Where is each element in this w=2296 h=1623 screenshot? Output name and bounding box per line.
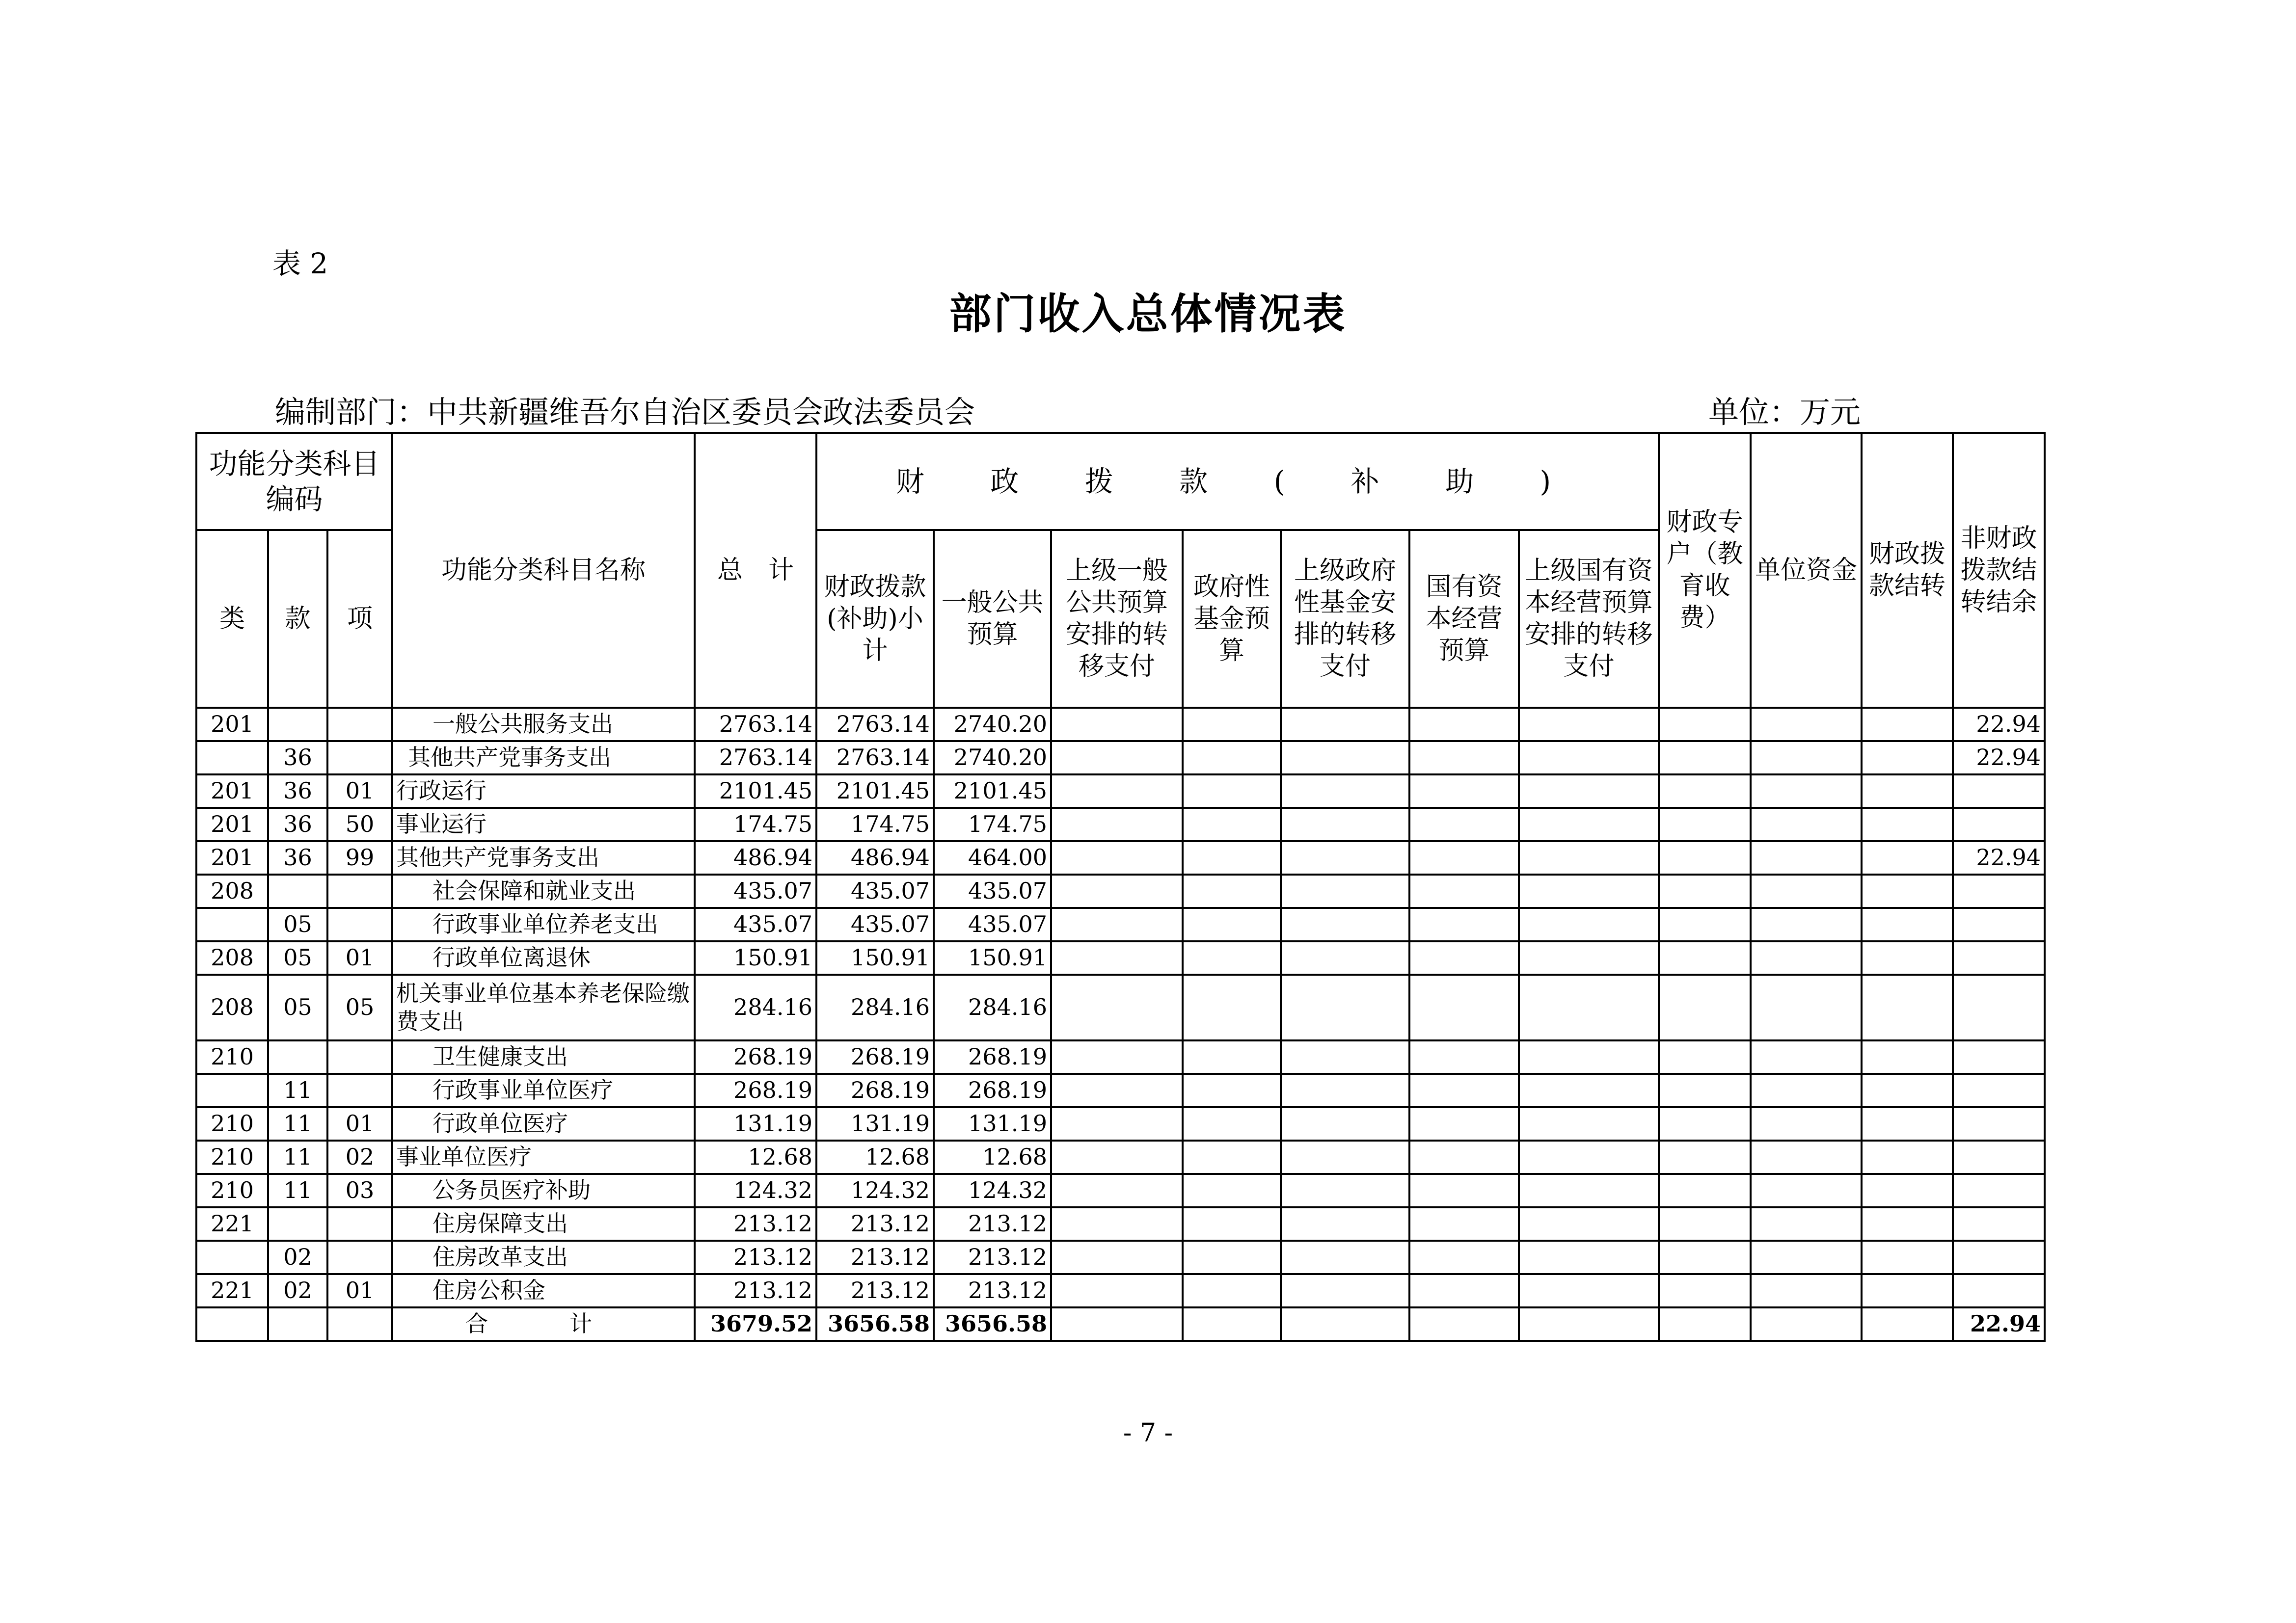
cell-kuan: 11 xyxy=(268,1141,327,1174)
cell-subtotal: 131.19 xyxy=(816,1107,934,1141)
cell-lei xyxy=(196,1241,268,1274)
cell-name: 其他共产党事务支出 xyxy=(392,841,695,875)
cell-xiang: 03 xyxy=(327,1174,392,1207)
cell-subtotal: 486.94 xyxy=(816,841,934,875)
unit-label: 单位：万元 xyxy=(1708,394,1861,430)
cell-general: 268.19 xyxy=(934,1040,1051,1074)
cell-name: 行政事业单位养老支出 xyxy=(392,908,695,941)
table-row xyxy=(196,741,2045,774)
header-upper-state-capital-transfer: 上级国有资本经营预算安排的转移支付 xyxy=(1519,530,1659,708)
cell-kuan: 05 xyxy=(268,941,327,975)
cell-kuan xyxy=(268,1040,327,1074)
cell-name: 公务员医疗补助 xyxy=(392,1174,695,1207)
table-row xyxy=(196,1141,2045,1174)
cell-lei: 201 xyxy=(196,708,268,741)
header-fiscal-group: 财 政 拨 款 ( 补 助 ) xyxy=(816,433,1659,530)
cell-nonfiscal xyxy=(1953,875,2045,908)
cell-name: 行政运行 xyxy=(392,774,695,808)
income-table xyxy=(195,432,2046,1342)
cell-xiang: 01 xyxy=(327,941,392,975)
cell-subtotal: 2101.45 xyxy=(816,774,934,808)
cell-general: 213.12 xyxy=(934,1241,1051,1274)
cell-kuan: 02 xyxy=(268,1274,327,1307)
table-row xyxy=(196,1274,2045,1307)
cell-kuan xyxy=(268,1207,327,1241)
cell-general: 435.07 xyxy=(934,875,1051,908)
cell-xiang xyxy=(327,1241,392,1274)
cell-lei: 208 xyxy=(196,941,268,975)
cell-nonfiscal: 22.94 xyxy=(1953,708,2045,741)
cell-subtotal: 213.12 xyxy=(816,1241,934,1274)
header-total: 总 计 xyxy=(695,433,816,708)
cell-nonfiscal xyxy=(1953,1074,2045,1107)
cell-general: 12.68 xyxy=(934,1141,1051,1174)
cell-general: 268.19 xyxy=(934,1074,1051,1107)
cell-general: 174.75 xyxy=(934,808,1051,841)
cell-nonfiscal xyxy=(1953,774,2045,808)
cell-total: 174.75 xyxy=(695,808,816,841)
header-upper-general-transfer: 上级一般公共预算安排的转移支付 xyxy=(1051,530,1183,708)
table-label: 表 2 xyxy=(272,247,328,280)
total-general: 3656.58 xyxy=(934,1307,1051,1341)
cell-total: 486.94 xyxy=(695,841,816,875)
cell-subtotal: 2763.14 xyxy=(816,708,934,741)
cell-subtotal: 435.07 xyxy=(816,908,934,941)
cell-general: 150.91 xyxy=(934,941,1051,975)
cell-nonfiscal xyxy=(1953,1241,2045,1274)
cell-xiang xyxy=(327,708,392,741)
cell-nonfiscal xyxy=(1953,1274,2045,1307)
cell-xiang: 01 xyxy=(327,1107,392,1141)
cell-general: 213.12 xyxy=(934,1274,1051,1307)
cell-kuan: 02 xyxy=(268,1241,327,1274)
cell-total: 124.32 xyxy=(695,1174,816,1207)
header-fiscal-carryover: 财政拨款结转 xyxy=(1862,433,1953,708)
cell-general: 2740.20 xyxy=(934,708,1051,741)
cell-name: 社会保障和就业支出 xyxy=(392,875,695,908)
cell-nonfiscal: 22.94 xyxy=(1953,841,2045,875)
cell-lei xyxy=(196,1074,268,1107)
cell-kuan: 36 xyxy=(268,808,327,841)
cell-lei: 208 xyxy=(196,975,268,1040)
cell-subtotal: 268.19 xyxy=(816,1074,934,1107)
cell-name: 行政事业单位医疗 xyxy=(392,1074,695,1107)
cell-lei: 210 xyxy=(196,1174,268,1207)
cell-xiang xyxy=(327,875,392,908)
cell-xiang xyxy=(327,1040,392,1074)
header-xiang: 项 xyxy=(327,530,392,708)
cell-kuan xyxy=(268,708,327,741)
cell-name: 行政单位医疗 xyxy=(392,1107,695,1141)
total-total: 3679.52 xyxy=(695,1307,816,1341)
cell-lei: 210 xyxy=(196,1141,268,1174)
cell-total: 284.16 xyxy=(695,975,816,1040)
cell-nonfiscal xyxy=(1953,808,2045,841)
cell-nonfiscal xyxy=(1953,1174,2045,1207)
cell-name: 卫生健康支出 xyxy=(392,1040,695,1074)
page-number: - 7 - xyxy=(1123,1418,1173,1448)
header-state-capital: 国有资本经营预算 xyxy=(1409,530,1519,708)
cell-xiang xyxy=(327,908,392,941)
cell-xiang: 50 xyxy=(327,808,392,841)
table-row xyxy=(196,708,2045,741)
cell-subtotal: 284.16 xyxy=(816,975,934,1040)
cell-xiang: 05 xyxy=(327,975,392,1040)
header-unit-funds: 单位资金 xyxy=(1751,433,1862,708)
header-nonfiscal-carryover: 非财政拨款结转结余 xyxy=(1953,433,2045,708)
cell-subtotal: 435.07 xyxy=(816,875,934,908)
cell-general: 124.32 xyxy=(934,1174,1051,1207)
header-kuan: 款 xyxy=(268,530,327,708)
cell-total: 131.19 xyxy=(695,1107,816,1141)
cell-subtotal: 213.12 xyxy=(816,1207,934,1241)
table-row xyxy=(196,774,2045,808)
header-name: 功能分类科目名称 xyxy=(392,433,695,708)
cell-kuan: 05 xyxy=(268,975,327,1040)
cell-total: 213.12 xyxy=(695,1207,816,1241)
header-special-account: 财政专户（教育收费） xyxy=(1659,433,1751,708)
cell-nonfiscal xyxy=(1953,1141,2045,1174)
cell-name: 住房保障支出 xyxy=(392,1207,695,1241)
cell-general: 435.07 xyxy=(934,908,1051,941)
cell-general: 284.16 xyxy=(934,975,1051,1040)
header-general-budget: 一般公共预算 xyxy=(934,530,1051,708)
cell-nonfiscal xyxy=(1953,1040,2045,1074)
cell-kuan: 11 xyxy=(268,1107,327,1141)
cell-total: 2763.14 xyxy=(695,741,816,774)
table-row xyxy=(196,808,2045,841)
cell-subtotal: 2763.14 xyxy=(816,741,934,774)
cell-total: 213.12 xyxy=(695,1274,816,1307)
table-row xyxy=(196,975,2045,1040)
table-row xyxy=(196,1241,2045,1274)
table-row xyxy=(196,1040,2045,1074)
header-fiscal-subtotal: 财政拨款(补助)小计 xyxy=(816,530,934,708)
cell-nonfiscal xyxy=(1953,975,2045,1040)
cell-total: 12.68 xyxy=(695,1141,816,1174)
table-row xyxy=(196,941,2045,975)
cell-total: 150.91 xyxy=(695,941,816,975)
table-row xyxy=(196,1107,2045,1141)
cell-subtotal: 12.68 xyxy=(816,1141,934,1174)
cell-name: 行政单位离退休 xyxy=(392,941,695,975)
cell-xiang xyxy=(327,741,392,774)
header-upper-gov-fund-transfer: 上级政府性基金安排的转移支付 xyxy=(1281,530,1409,708)
cell-kuan: 36 xyxy=(268,741,327,774)
cell-kuan: 36 xyxy=(268,841,327,875)
cell-total: 268.19 xyxy=(695,1040,816,1074)
cell-general: 213.12 xyxy=(934,1207,1051,1241)
cell-lei: 201 xyxy=(196,808,268,841)
cell-nonfiscal xyxy=(1953,908,2045,941)
total-row xyxy=(196,1307,2045,1341)
total-subtotal: 3656.58 xyxy=(816,1307,934,1341)
cell-name: 机关事业单位基本养老保险缴费支出 xyxy=(392,975,695,1040)
cell-nonfiscal: 22.94 xyxy=(1953,741,2045,774)
cell-xiang xyxy=(327,1074,392,1107)
cell-lei xyxy=(196,908,268,941)
cell-name: 事业单位医疗 xyxy=(392,1141,695,1174)
cell-xiang xyxy=(327,1207,392,1241)
header-code-group: 功能分类科目编码 xyxy=(196,433,392,530)
cell-subtotal: 268.19 xyxy=(816,1040,934,1074)
cell-general: 2101.45 xyxy=(934,774,1051,808)
cell-total: 268.19 xyxy=(695,1074,816,1107)
cell-xiang: 02 xyxy=(327,1141,392,1174)
cell-nonfiscal xyxy=(1953,1207,2045,1241)
cell-nonfiscal xyxy=(1953,941,2045,975)
table-row xyxy=(196,875,2045,908)
cell-nonfiscal xyxy=(1953,1107,2045,1141)
table-row xyxy=(196,1074,2045,1107)
cell-general: 464.00 xyxy=(934,841,1051,875)
cell-lei: 208 xyxy=(196,875,268,908)
cell-name: 住房改革支出 xyxy=(392,1241,695,1274)
cell-lei: 221 xyxy=(196,1207,268,1241)
cell-subtotal: 150.91 xyxy=(816,941,934,975)
cell-total: 2101.45 xyxy=(695,774,816,808)
header-gov-fund: 政府性基金预算 xyxy=(1183,530,1281,708)
cell-name: 住房公积金 xyxy=(392,1274,695,1307)
cell-total: 2763.14 xyxy=(695,708,816,741)
total-label: 合 计 xyxy=(392,1307,695,1341)
cell-subtotal: 174.75 xyxy=(816,808,934,841)
page-title: 部门收入总体情况表 xyxy=(949,289,1347,339)
cell-lei: 210 xyxy=(196,1040,268,1074)
cell-kuan: 05 xyxy=(268,908,327,941)
cell-lei: 221 xyxy=(196,1274,268,1307)
cell-subtotal: 124.32 xyxy=(816,1174,934,1207)
cell-lei: 201 xyxy=(196,841,268,875)
cell-total: 213.12 xyxy=(695,1241,816,1274)
header-lei: 类 xyxy=(196,530,268,708)
cell-kuan: 11 xyxy=(268,1174,327,1207)
table-row xyxy=(196,1207,2045,1241)
compiling-department: 编制部门：中共新疆维吾尔自治区委员会政法委员会 xyxy=(275,394,975,430)
cell-lei: 201 xyxy=(196,774,268,808)
cell-general: 2740.20 xyxy=(934,741,1051,774)
cell-general: 131.19 xyxy=(934,1107,1051,1141)
cell-total: 435.07 xyxy=(695,875,816,908)
cell-kuan xyxy=(268,875,327,908)
cell-name: 其他共产党事务支出 xyxy=(392,741,695,774)
cell-lei: 210 xyxy=(196,1107,268,1141)
cell-subtotal: 213.12 xyxy=(816,1274,934,1307)
table-row xyxy=(196,1174,2045,1207)
cell-name: 事业运行 xyxy=(392,808,695,841)
cell-name: 一般公共服务支出 xyxy=(392,708,695,741)
table-row xyxy=(196,841,2045,875)
cell-total: 435.07 xyxy=(695,908,816,941)
cell-xiang: 99 xyxy=(327,841,392,875)
cell-lei xyxy=(196,741,268,774)
cell-xiang: 01 xyxy=(327,774,392,808)
cell-kuan: 11 xyxy=(268,1074,327,1107)
cell-kuan: 36 xyxy=(268,774,327,808)
total-nonfiscal: 22.94 xyxy=(1953,1307,2045,1341)
table-row xyxy=(196,908,2045,941)
cell-xiang: 01 xyxy=(327,1274,392,1307)
